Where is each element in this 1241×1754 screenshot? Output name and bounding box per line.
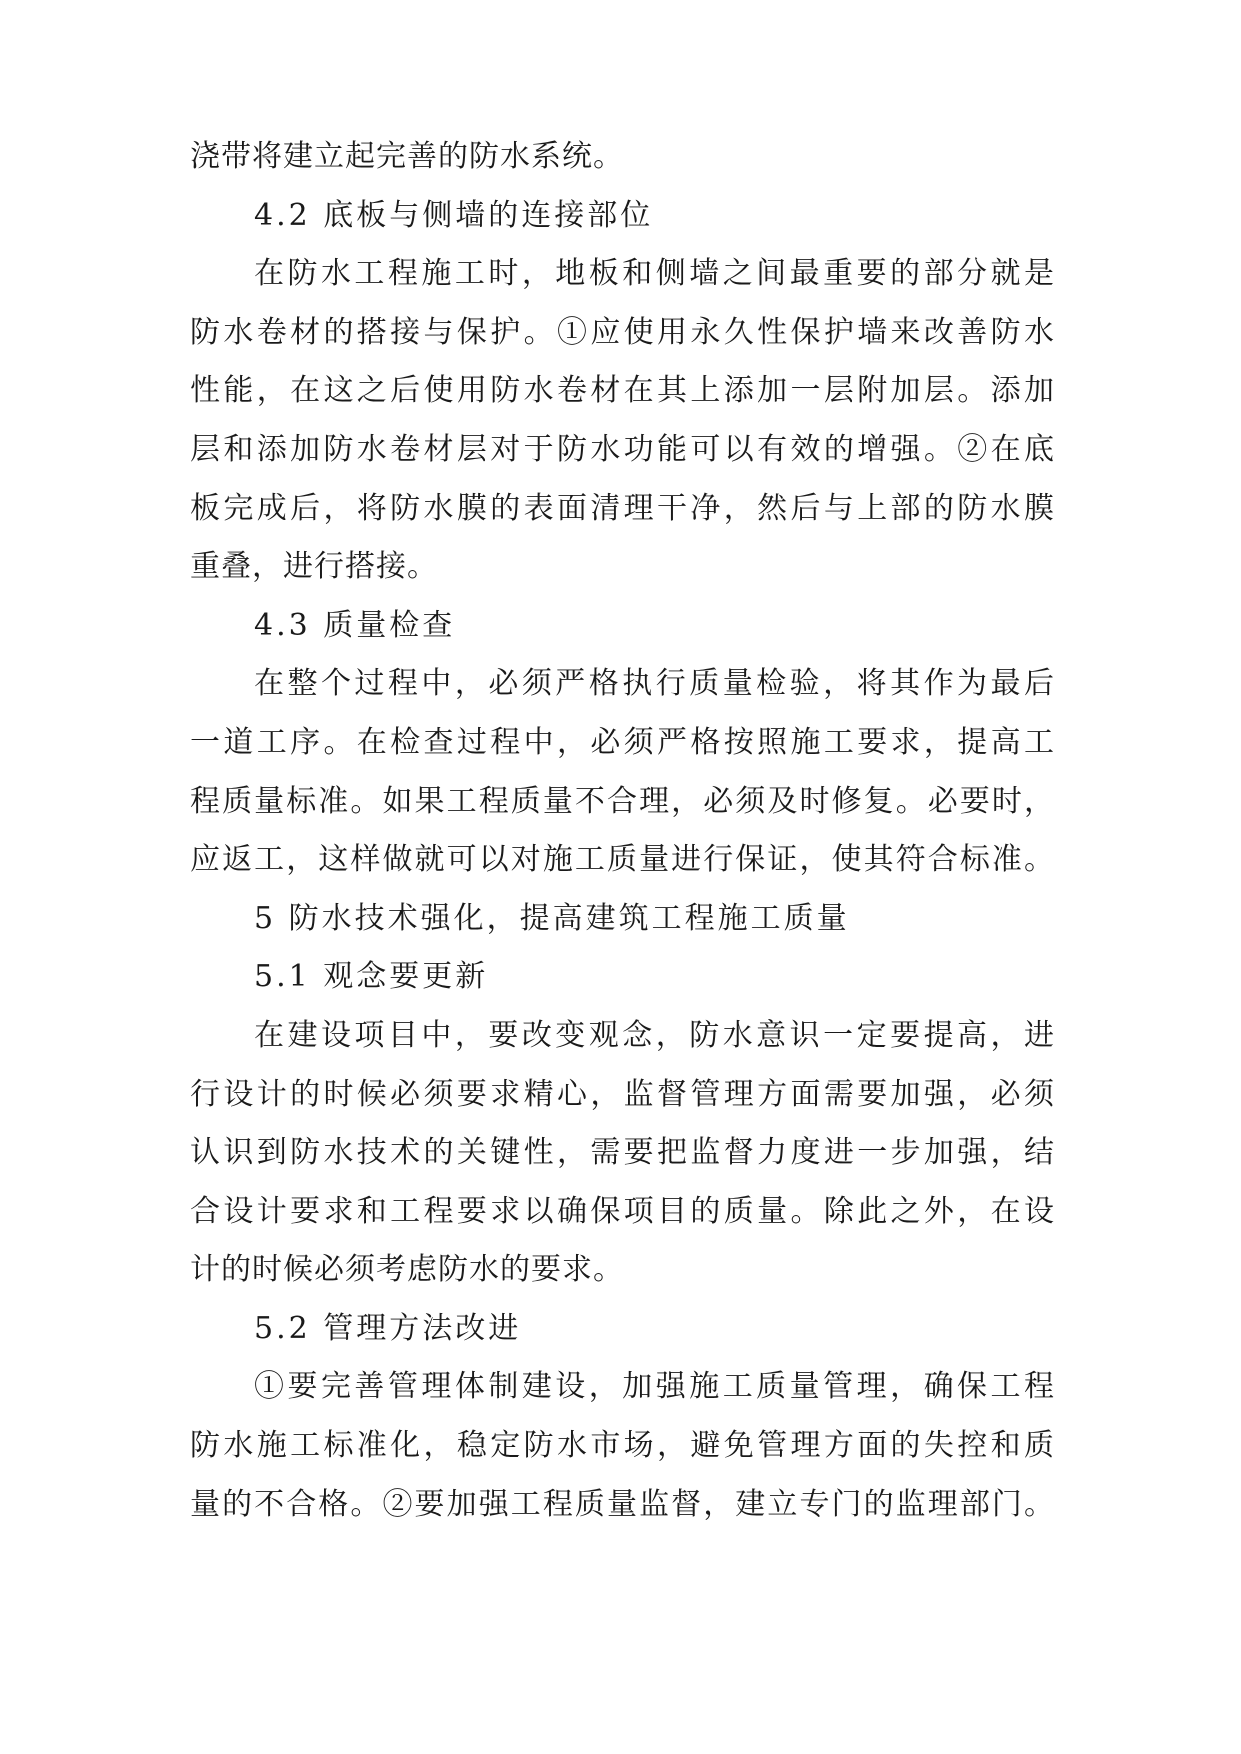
paragraph-line: 计的时候必须考虑防水的要求。 (190, 1252, 624, 1288)
paragraph-line: 板完成后，将防水膜的表面清理干净，然后与上部的防水膜 (190, 490, 1055, 526)
paragraph-line: 行设计的时候必须要求精心，监督管理方面需要加强，必须 (190, 1076, 1055, 1112)
section-heading-5-2: 5.2 管理方法改进 (254, 1310, 522, 1346)
paragraph-line: 量的不合格。②要加强工程质量监督，建立专门的监理部门。 (190, 1486, 1055, 1522)
paragraph-line: 在建设项目中，要改变观念，防水意识一定要提高，进 (254, 1017, 1055, 1053)
section-heading-4-3: 4.3 质量检查 (254, 607, 456, 643)
paragraph-line: 一道工序。在检查过程中，必须严格按照施工要求，提高工 (190, 724, 1055, 760)
document-page (190, 128, 1055, 1534)
paragraph-line: 程质量标准。如果工程质量不合理，必须及时修复。必要时， (190, 783, 1055, 819)
paragraph-line: 浇带将建立起完善的防水系统。 (190, 139, 624, 174)
paragraph-line: 重叠，进行搭接。 (190, 549, 438, 585)
paragraph-line: 在整个过程中，必须严格执行质量检验，将其作为最后 (254, 666, 1055, 702)
paragraph-line: 防水施工标准化，稳定防水市场，避免管理方面的失控和质 (190, 1428, 1055, 1464)
paragraph-line: 层和添加防水卷材层对于防水功能可以有效的增强。②在底 (190, 431, 1055, 467)
paragraph-line: 在防水工程施工时，地板和侧墙之间最重要的部分就是 (254, 256, 1055, 292)
section-heading-4-2: 4.2 底板与侧墙的连接部位 (254, 197, 654, 233)
section-heading-5: 5 防水技术强化，提高建筑工程施工质量 (254, 900, 850, 936)
paragraph-line: ①要完善管理体制建设，加强施工质量管理，确保工程 (254, 1369, 1055, 1405)
paragraph-line: 性能，在这之后使用防水卷材在其上添加一层附加层。添加 (190, 373, 1055, 409)
paragraph-line: 防水卷材的搭接与保护。①应使用永久性保护墙来改善防水 (190, 314, 1055, 350)
paragraph-line: 认识到防水技术的关键性，需要把监督力度进一步加强，结 (190, 1135, 1055, 1171)
section-heading-5-1: 5.1 观念要更新 (254, 959, 489, 995)
paragraph-line: 合设计要求和工程要求以确保项目的质量。除此之外，在设 (190, 1193, 1055, 1229)
paragraph-line: 应返工，这样做就可以对施工质量进行保证，使其符合标准。 (190, 842, 1055, 878)
